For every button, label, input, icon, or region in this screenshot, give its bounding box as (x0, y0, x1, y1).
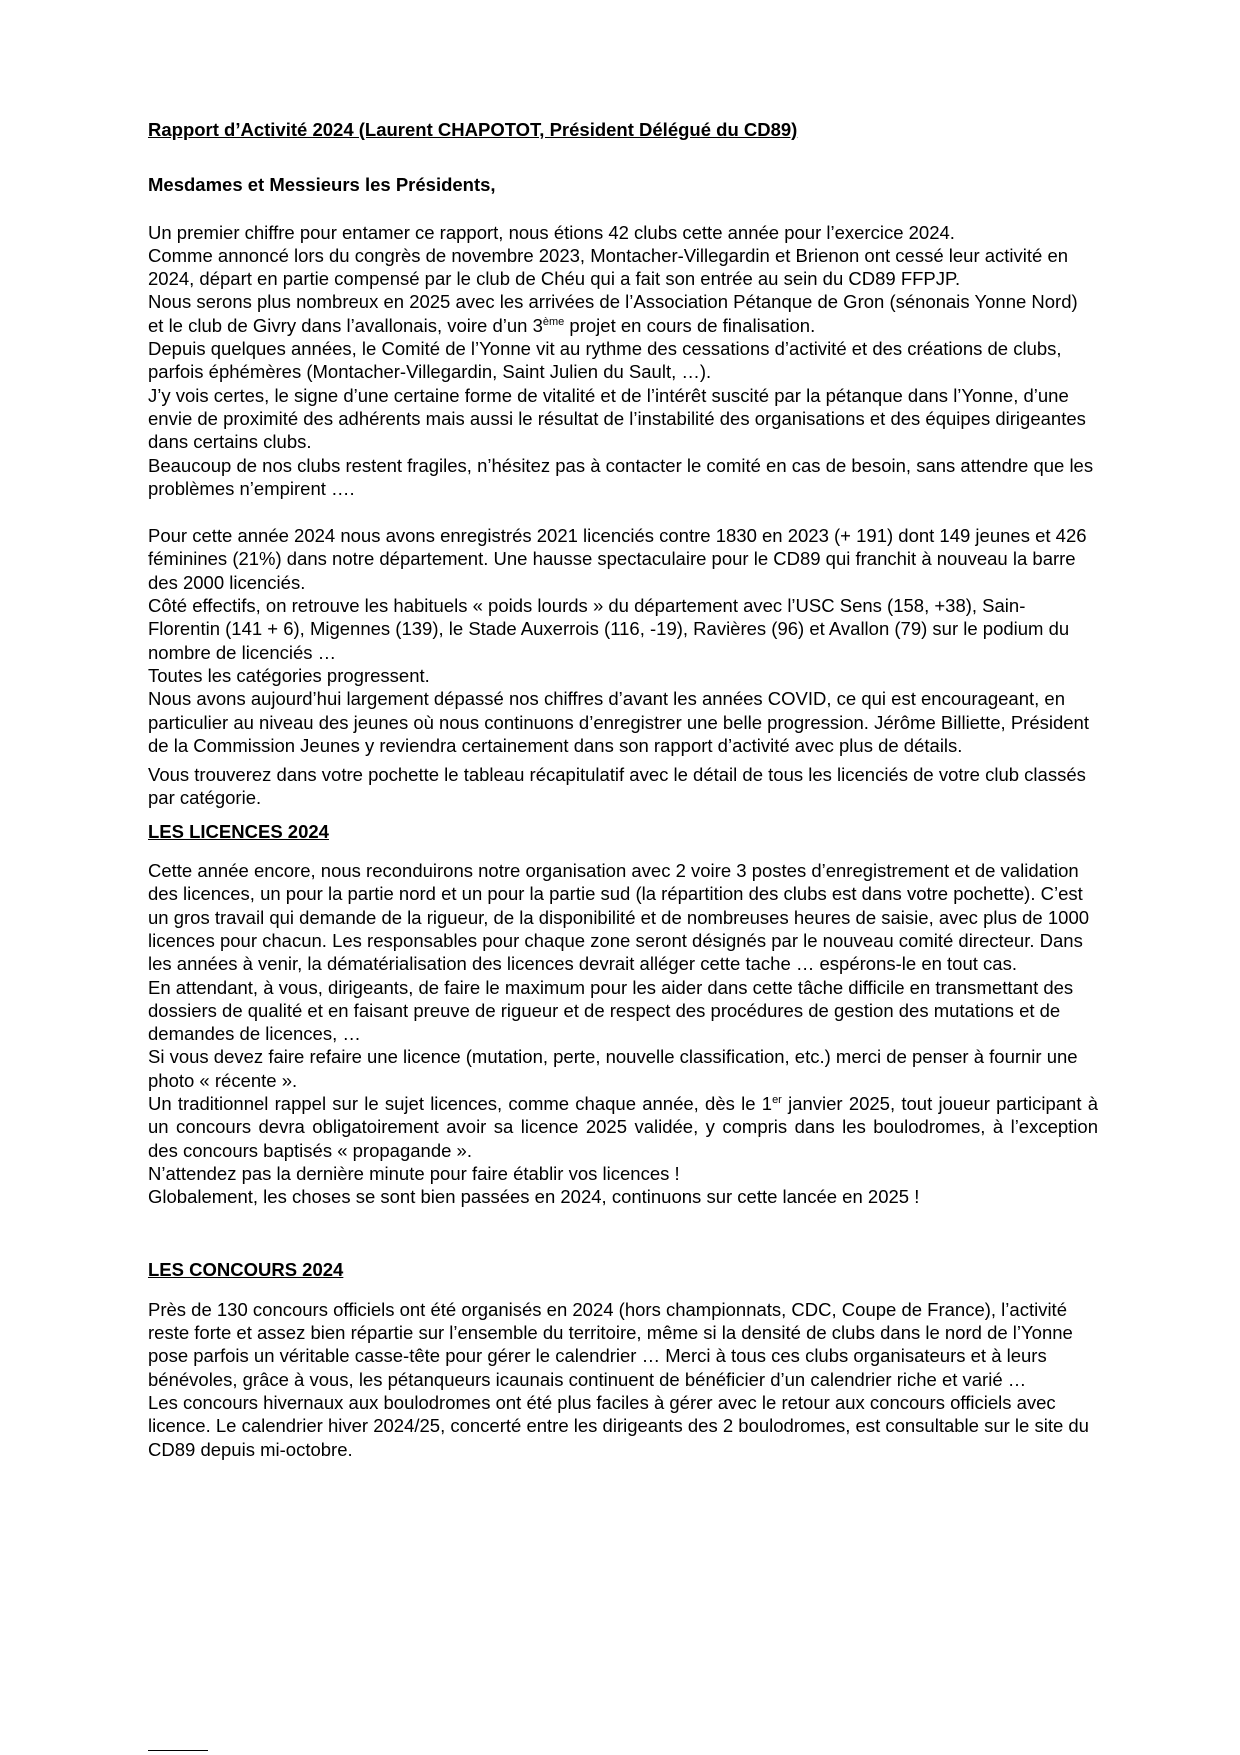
licences-paragraph: En attendant, à vous, dirigeants, de faire le maximum pour les aider dans cette tâche difficile en transmettant des dossiers de qualité et en faisant preuve de rigueur et de respect des procédures de gestion des mutations et de demandes de licences, … (148, 976, 1074, 1045)
report-title: Rapport d’Activité 2024 (Laurent CHAPOTOT, Président Délégué du CD89) (148, 119, 798, 140)
licences-text: janvier 2025, tout joueur participant à un concours devra obligatoirement avoir sa licence 2025 validée, y compris dans les boulodromes, à l’exception des concours baptisés « propagande ». (148, 1092, 1099, 1161)
stats-paragraph: Toutes les catégories progressent. (148, 664, 430, 686)
concours-section (148, 1298, 1098, 1461)
intro-text: Nous serons plus nombreux en 2025 avec les arrivées de l’Association Pétanque de Gron (sénonais Yonne Nord) et le club de Givry dans l’avallonais, voire d’un 3 (148, 291, 1078, 336)
intro-section (148, 221, 1098, 501)
intro-paragraph: Beaucoup de nos clubs restent fragiles, n’hésitez pas à contacter le comité en cas de besoin, sans attendre que les problèmes n’empirent …. (148, 454, 1094, 499)
intro-paragraph: Depuis quelques années, le Comité de l’Yonne vit au rythme des cessations d’activité et des créations de clubs, parfois éphémères (Montacher-Villegardin, Saint Julien du Sault, …). (148, 338, 1062, 383)
stats-paragraph: Pour cette année 2024 nous avons enregistrés 2021 licenciés contre 1830 en 2023 (+ 191) dont 149 jeunes et 426 féminines (21%) dans notre département. Une hausse spectaculaire pour le CD89 qui franchit à nouveau la barre des 2000 licenciés. (148, 525, 1087, 593)
licences-paragraph: N’attendez pas la dernière minute pour faire établir vos licences ! (148, 1162, 680, 1184)
intro-paragraph: J’y vois certes, le signe d’une certaine forme de vitalité et de l’intérêt suscité par la pétanque dans l’Yonne, d’une envie de proximité des adhérents mais aussi le résultat de l’instabilité des organisations et des équipes dirigeantes dans certains clubs. (148, 384, 1086, 453)
intro-paragraph: Comme annoncé lors du congrès de novembre 2023, Montacher-Villegardin et Brienon ont cessé leur activité en 2024, départ en partie compensé par le club de Chéu qui a fait son entrée au sein du CD89 FFPJP. (148, 244, 1069, 290)
section-heading-concours: LES CONCOURS 2024 (148, 1259, 344, 1281)
licences-paragraph (148, 1092, 1098, 1162)
intro-paragraph: Un premier chiffre pour entamer ce rapport, nous étions 42 clubs cette année pour l’exercice 2024. (148, 221, 955, 243)
licences-section (148, 859, 1098, 1208)
concours-paragraph: Les concours hivernaux aux boulodromes ont été plus faciles à gérer avec le retour aux concours officiels avec licence. Le calendrier hiver 2024/25, concerté entre les dirigeants des 2 boulodromes, est consultable sur le site du CD89 depuis mi-octobre. (148, 1391, 1089, 1460)
superscript: ème (542, 315, 565, 328)
intro-paragraph (148, 290, 1098, 337)
section-heading-licences: LES LICENCES 2024 (148, 820, 329, 842)
concours-paragraph: Près de 130 concours officiels ont été organisés en 2024 (hors championnats, CDC, Coupe de France), l’activité reste forte et assez bien répartie sur l’ensemble du territoire, même si la densité de clubs dans le nord de l’Yonne pose parfois un véritable casse-tête pour gérer le calendrier … Merci à tous ces clubs organisateurs et à leurs bénévoles, grâce à vous, les pétanqueurs icaunais continuent de bénéficier d’un calendrier riche et varié … (148, 1298, 1073, 1390)
stats-paragraph: Nous avons aujourd’hui largement dépassé nos chiffres d’avant les années COVID, ce qui est encourageant, en particulier au niveau des jeunes où nous continuons d’enregistrer une belle progression. Jérôme Billiette, Président de la Commission Jeunes y reviendra certainement dans son rapport d’activité avec plus de détails. (148, 688, 1089, 756)
stats-paragraph: Côté effectifs, on retrouve les habituels « poids lourds » du département avec l’USC Sens (158, +38), Sain- Florentin (141 + 6), Migennes (139), le Stade Auxerrois (116, -19), Ravières (96) et Avallon (79) sur le podium du nombre de licenciés … (148, 595, 1070, 663)
intro-text: projet en cours de finalisation. (564, 314, 816, 336)
footer-rule (148, 1750, 208, 1751)
salutation: Mesdames et Messieurs les Présidents, (148, 174, 496, 196)
licences-paragraph: Cette année encore, nous reconduirons notre organisation avec 2 voire 3 postes d’enregistrement et de validation des licences, un pour la partie nord et un pour la partie sud (la répartition des clubs est dans votre pochette). C’est un gros travail qui demande de la rigueur, de la disponibilité et de nombreuses heures de saisie, avec plus de 1000 licences pour chacun. Les responsables pour chaque zone seront désignés par le nouveau comité directeur. Dans les années à venir, la dématérialisation des licences devrait alléger cette tache … espérons-le en tout cas. (148, 860, 1090, 975)
licences-paragraph: Si vous devez faire refaire une licence (mutation, perte, nouvelle classification, etc.) merci de penser à fournir une photo « récente ». (148, 1046, 1078, 1091)
document-page (148, 118, 1098, 1461)
stats-section (148, 524, 1098, 810)
superscript: er (772, 1093, 782, 1106)
licences-text: Un traditionnel rappel sur le sujet licences, comme chaque année, dès le 1 (148, 1092, 773, 1114)
stats-paragraph: Vous trouverez dans votre pochette le tableau récapitulatif avec le détail de tous les licenciés de votre club classés par catégorie. (148, 764, 1086, 809)
licences-paragraph: Globalement, les choses se sont bien passées en 2024, continuons sur cette lancée en 2025 ! (148, 1186, 920, 1208)
